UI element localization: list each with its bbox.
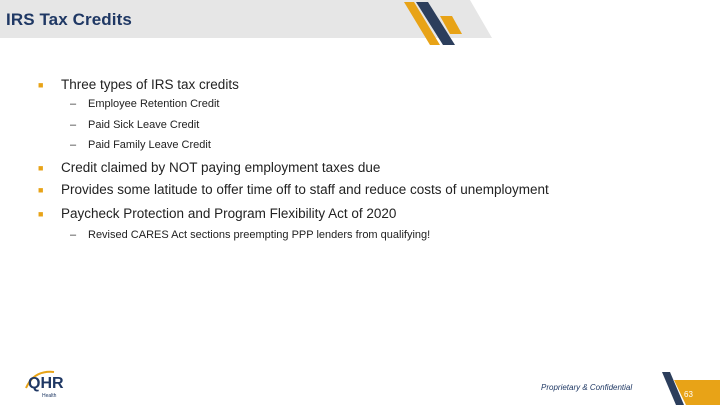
bullet-marker-icon: ■ — [38, 163, 44, 174]
bullet-marker-icon: ■ — [38, 185, 44, 196]
company-logo — [24, 366, 84, 400]
page-corner-graphic — [660, 372, 720, 405]
sub-bullet-text: Revised CARES Act sections preempting PPP lenders from qualifying! — [88, 229, 431, 241]
bullet-item — [38, 182, 549, 197]
bullet-marker-icon: ■ — [38, 80, 44, 91]
sub-bullet-item — [70, 139, 211, 151]
logo-text: QHR — [28, 375, 64, 392]
bullet-marker-icon: ■ — [38, 209, 44, 220]
sub-bullet-item — [70, 98, 219, 110]
dash-marker-icon: – — [70, 98, 77, 110]
confidential-label: Proprietary & Confidential — [541, 383, 633, 392]
bullet-item — [38, 77, 239, 92]
bullet-text: Three types of IRS tax credits — [61, 77, 239, 92]
slide-title: IRS Tax Credits — [6, 10, 132, 29]
sub-bullet-text: Paid Family Leave Credit — [88, 139, 211, 151]
dash-marker-icon: – — [70, 139, 77, 151]
logo-subtext: Health — [42, 393, 57, 399]
sub-bullet-text: Employee Retention Credit — [88, 98, 220, 110]
page-number: 63 — [684, 390, 693, 399]
dash-marker-icon: – — [70, 119, 77, 131]
bullet-item — [38, 160, 380, 175]
bullet-text: Provides some latitude to offer time off to staff and reduce costs of unemployment — [61, 182, 549, 197]
bullet-text: Paycheck Protection and Program Flexibility Act of 2020 — [61, 206, 397, 221]
bullet-text: Credit claimed by NOT paying employment taxes due — [61, 160, 381, 175]
qhr-logo-icon — [24, 366, 84, 400]
dash-marker-icon: – — [70, 229, 77, 241]
sub-bullet-text: Paid Sick Leave Credit — [88, 119, 200, 131]
sub-bullet-item — [70, 119, 199, 131]
bullet-item — [38, 206, 396, 221]
sub-bullet-item — [70, 229, 430, 241]
